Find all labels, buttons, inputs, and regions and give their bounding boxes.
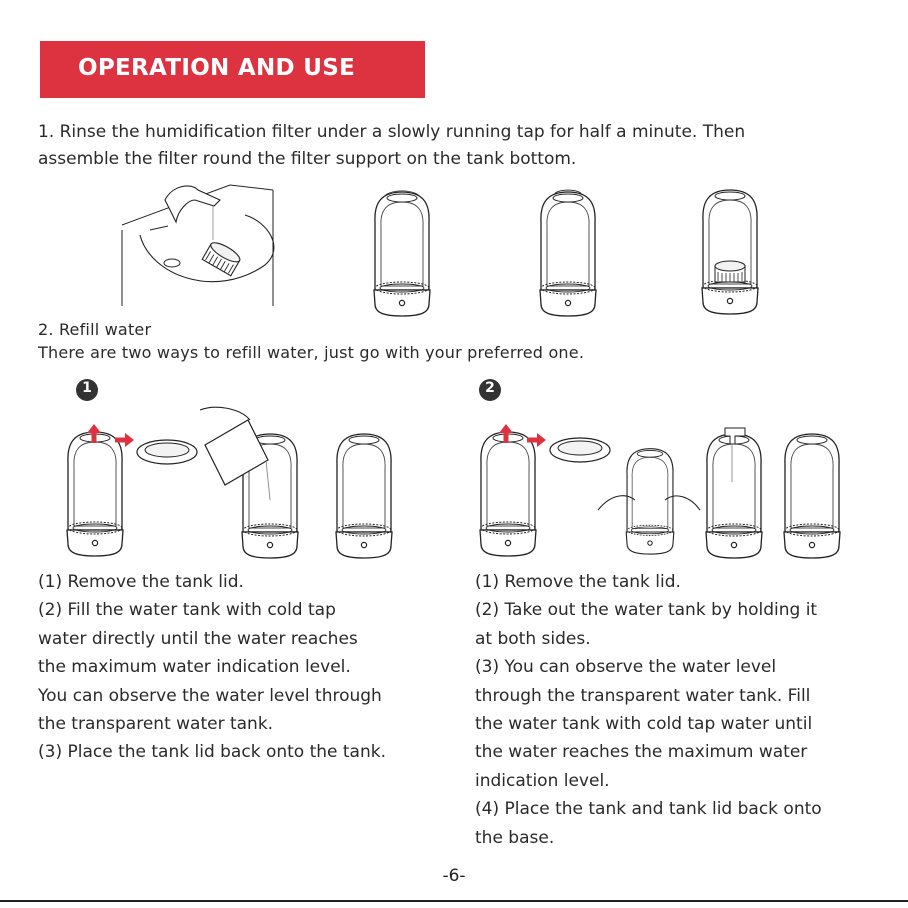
method2-instructions — [475, 568, 822, 852]
footer-divider — [0, 900, 908, 902]
instruction-line: indication level. — [475, 770, 610, 791]
instruction-line: through the transparent water tank. Fill — [475, 685, 811, 706]
instruction-line: the base. — [475, 827, 555, 848]
instruction-line: the water tank with cold tap water until — [475, 714, 813, 735]
step1-line1: 1. Rinse the humidification filter under a slowly running tap for half a minute. Then — [38, 122, 746, 142]
tank-with-filter-above-2 — [540, 190, 596, 316]
instruction-line: You can observe the water level through — [38, 685, 382, 706]
tank-filter-assembled — [702, 190, 758, 314]
method1-pour-water-illustration — [200, 407, 298, 558]
method2-remove-lid-illustration — [480, 424, 610, 556]
page-number: -6- — [442, 866, 466, 886]
instruction-line: water directly until the water reaches — [38, 628, 358, 649]
method1-badge-number: 1 — [82, 380, 92, 396]
step2-title: 2. Refill water — [38, 320, 152, 339]
tank-with-filter-above-1 — [374, 191, 430, 316]
instruction-line: (1) Remove the tank lid. — [38, 572, 244, 592]
instruction-line: (2) Take out the water tank by holding it — [475, 600, 818, 621]
method1-instructions — [38, 568, 386, 767]
instruction-line: (1) Remove the tank lid. — [475, 572, 681, 592]
method1-filled-tank-illustration — [336, 434, 392, 558]
instruction-line: (2) Fill the water tank with cold tap — [38, 600, 336, 621]
method2-assembled-illustration — [784, 434, 840, 558]
step1-line2: assemble the filter round the filter support on the tank bottom. — [38, 149, 577, 169]
step2-subtitle: There are two ways to refill water, just go with your preferred one. — [38, 343, 585, 362]
instruction-line: the maximum water indication level. — [38, 657, 351, 678]
method2-tap-fill-illustration — [706, 428, 762, 558]
sink-rinse-illustration — [122, 185, 274, 306]
method1-remove-lid-illustration — [67, 424, 197, 556]
instruction-line: (4) Place the tank and tank lid back onto — [475, 799, 822, 820]
instruction-line: (3) You can observe the water level — [475, 657, 777, 678]
instruction-line: the transparent water tank. — [38, 714, 274, 735]
instruction-line: the water reaches the maximum water — [475, 742, 808, 763]
instruction-line: (3) Place the tank lid back onto the tank. — [38, 742, 386, 763]
section-title: OPERATION AND USE — [78, 55, 356, 81]
method2-lift-tank-illustration — [598, 449, 700, 554]
method2-badge-number: 2 — [485, 380, 495, 396]
instruction-line: at both sides. — [475, 628, 591, 649]
